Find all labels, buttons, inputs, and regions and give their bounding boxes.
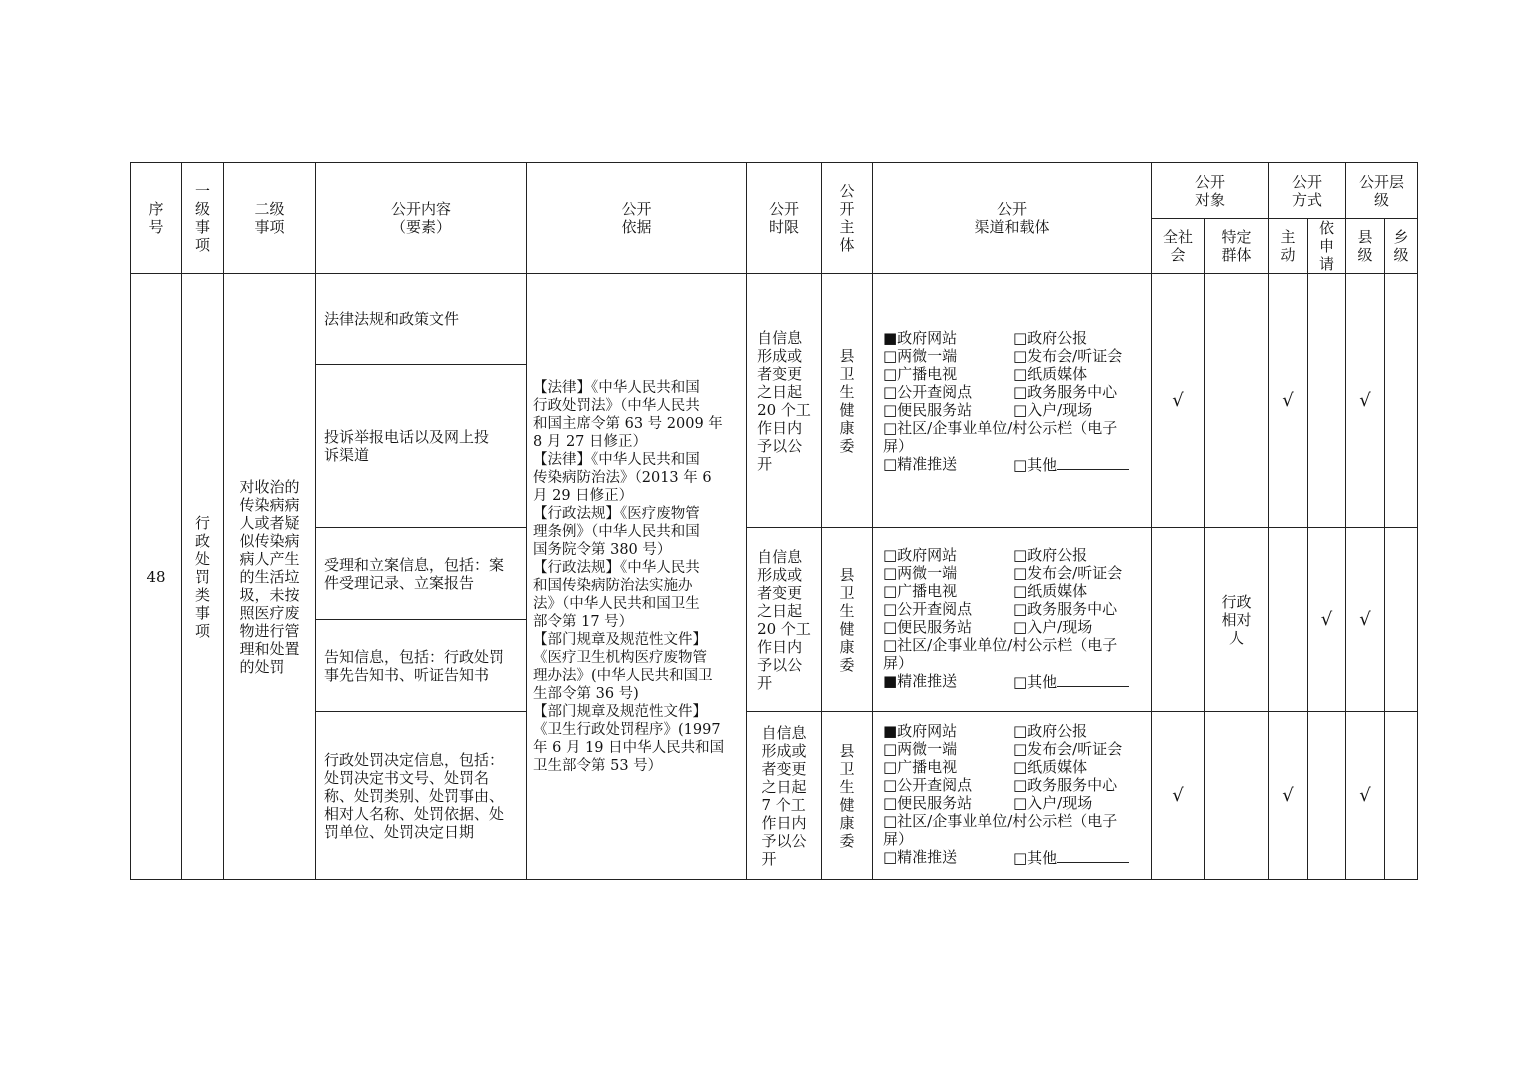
channel-push: ■精准推送 [883, 672, 958, 690]
header-method-request-label: 依 申 请 [1318, 219, 1334, 273]
record-level1 [181, 273, 224, 880]
record-level1-value: 行 政 处 罚 类 事 项 [194, 513, 210, 640]
channel-broadcast: □广播电视 [883, 582, 958, 600]
channel-service-center: □政务服务中心 [1013, 600, 1118, 618]
channel-other: □其他 [1013, 849, 1058, 867]
header-level2-label: 二级 事项 [254, 200, 285, 236]
channel-gov-gazette: □政府公报 [1013, 722, 1088, 740]
check-mark: √ [1172, 785, 1184, 806]
header-level-county-label: 县 级 [1357, 228, 1373, 264]
check-mark: √ [1359, 390, 1371, 411]
group-level-town [1384, 273, 1418, 528]
group-level-county [1345, 273, 1385, 528]
header-seq-label: 序 号 [148, 200, 164, 236]
group-target-specific [1204, 711, 1269, 880]
header-target-all-label: 全社 会 [1162, 228, 1193, 264]
blank-line [1057, 672, 1129, 687]
channel-gov-website: ■政府网站 [883, 722, 958, 740]
content-item-text: 法律法规和政策文件 [324, 310, 460, 328]
header-level-county [1345, 218, 1385, 274]
record-basis [526, 273, 747, 880]
channel-press: □发布会/听证会 [1013, 564, 1123, 582]
content-item [315, 273, 527, 365]
header-level-town [1384, 218, 1418, 274]
group-method-active [1268, 527, 1308, 712]
header-level1-label: 一 级 事 项 [194, 182, 210, 254]
group-target-all [1151, 711, 1205, 880]
channel-paper: □纸质媒体 [1013, 582, 1088, 600]
header-subject [821, 162, 873, 274]
record-level2 [223, 273, 316, 880]
header-target-specific-label: 特定 群体 [1221, 228, 1252, 264]
channel-list [883, 722, 1143, 867]
group-method-request [1307, 527, 1346, 712]
target-specific-text: 行政 相对 人 [1221, 592, 1252, 647]
check-mark: √ [1320, 609, 1333, 630]
channel-convenience: □便民服务站 [883, 618, 973, 636]
content-item [315, 619, 527, 712]
channel-reading-point: □公开查阅点 [883, 383, 973, 401]
header-content-label: 公开内容 （要素） [390, 200, 451, 236]
header-target-label: 公开 对象 [1194, 172, 1225, 209]
header-channels [872, 162, 1152, 274]
group-target-specific [1204, 273, 1269, 528]
header-target [1151, 162, 1269, 219]
channel-home: □入户/现场 [1013, 618, 1093, 636]
group-subject [821, 273, 873, 528]
group-channels [872, 711, 1152, 880]
check-mark: √ [1359, 785, 1371, 806]
content-item-text: 行政处罚决定信息，包括： 处罚决定书文号、处罚名 称、处罚类别、处罚事由、 相对人名称、处罚依据、处 罚单位、处罚决定日期 [324, 750, 505, 841]
header-method [1268, 162, 1346, 219]
group-target-specific [1204, 527, 1269, 712]
header-basis [526, 162, 747, 274]
record-basis-text: 【法律】《中华人民共和国 行政处罚法》（中华人民共 和国主席令第 63 号 2009 年 8 月 27 日修正） 【法律】《中华人民共和国 传染病防治法》（2013 年 6 月 29 日修正） 【行政法规】《医疗废物管 理条例》（中华人民共和国 国务院令第 380 号） 【行政法规】《中华人民共 和国传染病防治法实施办 法》（中华人民共和国卫生 部令第 17 号） 【部门规章及规范性文件】 《医疗卫生机构医疗废物管 理办法》(中华人民共和国卫 生部令第 36 号) 【部门规章及规范性文件】 《卫生行政处罚程序》(1997 年 6 月 19 日中华人民共和国 卫生部令第 53 号） [533, 379, 725, 774]
group-time-limit-text: 自信息 形成或 者变更 之日起 20 个工 作日内 予以公 开 [757, 547, 811, 692]
channel-paper: □纸质媒体 [1013, 365, 1088, 383]
content-item [315, 711, 527, 880]
channel-other: □其他 [1013, 456, 1058, 474]
check-mark: √ [1282, 390, 1294, 411]
check-mark: √ [1282, 785, 1294, 806]
group-subject-text: 县 卫 生 健 康 委 [839, 346, 855, 455]
channel-other: □其他 [1013, 673, 1058, 691]
content-item-text: 投诉举报电话以及网上投 诉渠道 [324, 428, 490, 464]
header-level1 [181, 162, 224, 274]
group-time-limit-text: 自信息 形成或 者变更 之日起 20 个工 作日内 予以公 开 [757, 328, 811, 473]
channel-list [883, 546, 1143, 691]
channel-bulletin: □社区/企事业单位/村公示栏（电子 屏） [883, 419, 1118, 455]
group-level-town [1384, 711, 1418, 880]
group-channels [872, 273, 1152, 528]
channel-gov-website: ■政府网站 [883, 329, 958, 347]
channel-push: □精准推送 [883, 455, 958, 473]
content-item-text: 告知信息，包括：行政处罚 事先告知书、听证告知书 [324, 647, 505, 684]
channel-two-micro: □两微一端 [883, 740, 958, 758]
group-level-county [1345, 711, 1385, 880]
channel-gov-gazette: □政府公报 [1013, 329, 1088, 347]
group-subject-text: 县 卫 生 健 康 委 [839, 741, 855, 850]
channel-broadcast: □广播电视 [883, 365, 958, 383]
header-level [1345, 162, 1418, 219]
group-subject [821, 711, 873, 880]
group-target-all [1151, 273, 1205, 528]
record-seq [130, 273, 182, 880]
channel-convenience: □便民服务站 [883, 794, 973, 812]
channel-gov-gazette: □政府公报 [1013, 546, 1088, 564]
check-mark: √ [1359, 609, 1371, 630]
header-content [315, 162, 527, 274]
header-method-request [1307, 218, 1346, 274]
header-seq [130, 162, 182, 274]
header-level-town-label: 乡 级 [1393, 228, 1409, 264]
header-target-specific [1204, 218, 1269, 274]
channel-home: □入户/现场 [1013, 401, 1093, 419]
channel-bulletin: □社区/企事业单位/村公示栏（电子 屏） [883, 636, 1118, 672]
group-channels [872, 527, 1152, 712]
header-method-active-label: 主 动 [1280, 228, 1296, 264]
group-method-request [1307, 273, 1346, 528]
channel-push: □精准推送 [883, 848, 958, 866]
channel-two-micro: □两微一端 [883, 564, 958, 582]
header-time-limit-label: 公开 时限 [768, 200, 799, 236]
content-item [315, 364, 527, 528]
blank-line [1057, 455, 1129, 470]
header-level2 [223, 162, 316, 274]
header-target-all [1151, 218, 1205, 274]
group-level-county [1345, 527, 1385, 712]
group-time-limit [746, 711, 822, 880]
check-mark: √ [1172, 390, 1184, 411]
group-method-request [1307, 711, 1346, 880]
group-time-limit [746, 527, 822, 712]
content-item [315, 527, 527, 620]
channel-convenience: □便民服务站 [883, 401, 973, 419]
channel-home: □入户/现场 [1013, 794, 1093, 812]
group-level-town [1384, 527, 1418, 712]
channel-broadcast: □广播电视 [883, 758, 958, 776]
record-level2-value: 对收治的 传染病病 人或者疑 似传染病 病人产生 的生活垃 圾，未按 照医疗废 物进行管 理和处置 的处罚 [239, 477, 300, 676]
group-method-active [1268, 711, 1308, 880]
header-time-limit [746, 162, 822, 274]
header-channels-label: 公开 渠道和载体 [974, 200, 1050, 236]
channel-two-micro: □两微一端 [883, 347, 958, 365]
content-item-text: 受理和立案信息，包括：案 件受理记录、立案报告 [324, 555, 505, 592]
channel-service-center: □政务服务中心 [1013, 776, 1118, 794]
group-method-active [1268, 273, 1308, 528]
group-subject [821, 527, 873, 712]
blank-line [1057, 848, 1129, 863]
group-target-all [1151, 527, 1205, 712]
record-seq-value: 48 [146, 567, 166, 586]
channel-bulletin: □社区/企事业单位/村公示栏（电子 屏） [883, 812, 1118, 848]
header-method-active [1268, 218, 1308, 274]
channel-gov-website: □政府网站 [883, 546, 958, 564]
channel-press: □发布会/听证会 [1013, 347, 1123, 365]
header-basis-label: 公开 依据 [621, 200, 652, 236]
group-time-limit-text: 自信息 形成或 者变更 之日起 7 个工 作日内 予以公 开 [761, 723, 807, 868]
channel-reading-point: □公开查阅点 [883, 600, 973, 618]
header-level-label: 公开层 级 [1358, 172, 1404, 209]
header-subject-label: 公 开 主 体 [839, 182, 855, 254]
channel-service-center: □政务服务中心 [1013, 383, 1118, 401]
group-time-limit [746, 273, 822, 528]
channel-list [883, 329, 1143, 474]
channel-reading-point: □公开查阅点 [883, 776, 973, 794]
channel-paper: □纸质媒体 [1013, 758, 1088, 776]
channel-press: □发布会/听证会 [1013, 740, 1123, 758]
group-subject-text: 县 卫 生 健 康 委 [839, 565, 855, 674]
header-method-label: 公开 方式 [1291, 172, 1322, 209]
